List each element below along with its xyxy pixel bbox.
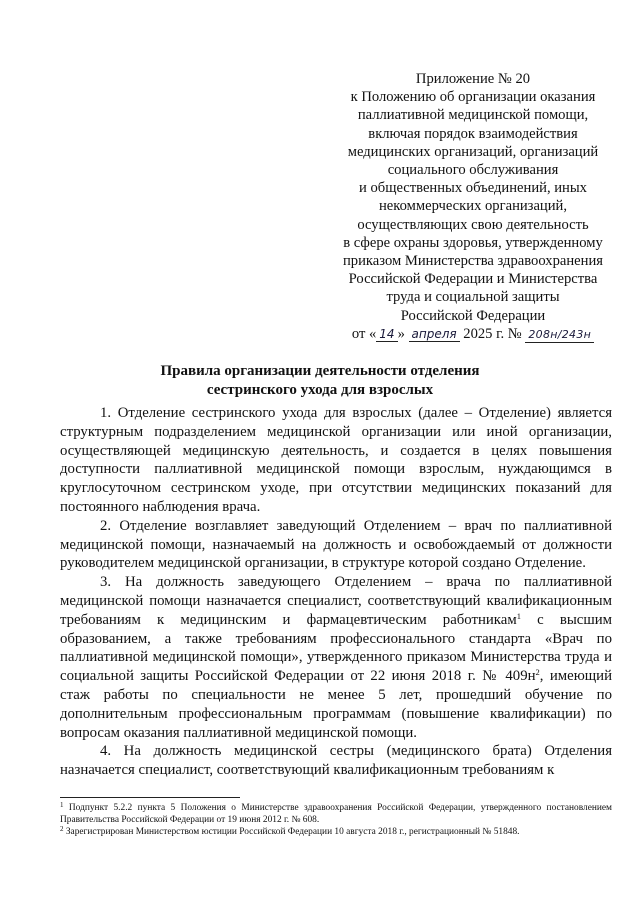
paragraph-3-part-b: с высшим образованием, а также требованиям профессионального стандарта «Врач по паллиативной медицинской помощи», утвержденного приказом Министерства труда и социальной защиты Российской Федерации от 22 июня 2018 г. № 409н	[60, 611, 613, 685]
footnotes	[60, 797, 612, 838]
appendix-line: паллиативной медицинской помощи,	[357, 107, 589, 124]
appendix-line: к Положению об организации оказания	[350, 89, 596, 106]
order-date-line	[318, 325, 628, 343]
appendix-line: труда и социальной защиты	[386, 289, 560, 306]
appendix-line: приказом Министерства здравоохранения	[343, 253, 603, 270]
paragraph-1: 1. Отделение сестринского ухода для взрослых (далее – Отделение) является структурным подразделением медицинской организации или иной организации, осуществляющей медицинскую деятельность, и создается в целях повышения доступности паллиативной медицинской помощи взрослым, нуждающимся в круглосуточном сестринском уходе, при отсутствии медицинских показаний для постоянного наблюдения врача.	[60, 405, 612, 515]
appendix-line: некоммерческих организаций,	[378, 198, 568, 215]
handwritten-month: апреля	[409, 327, 460, 342]
title-line: сестринского ухода для взрослых	[206, 381, 434, 398]
appendix-line: и общественных объединений, иных	[359, 180, 587, 197]
footnote-1-mark: 1	[60, 801, 64, 809]
footnote-divider	[60, 797, 240, 798]
appendix-header	[318, 70, 628, 343]
footnote-ref-1: 1	[516, 610, 521, 621]
footnote-1	[60, 802, 612, 826]
date-quote: »	[397, 325, 405, 342]
footnote-ref-2: 2	[535, 667, 540, 678]
paragraph-3-part-a: 3. На должность заведующего Отделением – врача по паллиативной медицинской помощи назначается специалист, соответствующий квалификационным требованиям к медицинским и фармацевтическим работникам	[60, 574, 612, 628]
appendix-line: в сфере охраны здоровья, утвержденному	[343, 234, 603, 251]
appendix-line: Приложение № 20	[415, 71, 531, 87]
title-line: Правила организации деятельности отделения	[160, 363, 480, 379]
paragraph-4: 4. На должность медицинской сестры (медицинского брата) Отделения назначается специалист, соответствующий квалификационным требованиям к	[60, 743, 612, 779]
footnote-1-text: Подпункт 5.2.2 пункта 5 Положения о Министерстве здравоохранения Российской Федерации, утвержденного постановлением Правительства Российской Федерации от 19 июня 2012 г. № 608.	[60, 803, 612, 825]
paragraph-3	[60, 573, 612, 742]
appendix-line: включая порядок взаимодействия	[368, 125, 578, 142]
paragraph-2: 2. Отделение возглавляет заведующий Отделением – врач по паллиативной медицинской помощи, назначаемый на должность и освобождаемый от должности руководителем медицинской организации, в структуре которой создано Отделение.	[60, 517, 612, 572]
appendix-line: Российской Федерации	[400, 307, 546, 324]
footnote-2-mark: 2	[60, 825, 64, 833]
footnote-2-text: Зарегистрирован Министерством юстиции Российской Федерации 10 августа 2018 г., регистрационный № 51848.	[63, 827, 520, 837]
document-title	[100, 362, 540, 399]
handwritten-day: 14	[376, 327, 397, 342]
appendix-line: социального обслуживания	[387, 162, 559, 179]
appendix-line: осуществляющих свою деятельность	[357, 216, 589, 233]
handwritten-order-number: 208н/243н	[525, 328, 594, 343]
appendix-line: медицинских организаций, организаций	[347, 143, 599, 160]
order-year: 2025 г. №	[463, 325, 522, 342]
footnote-2	[60, 826, 612, 838]
appendix-line: Российской Федерации и Министерства	[348, 271, 598, 288]
date-prefix: от «	[351, 325, 377, 342]
paragraph-3-part-c: , имеющий стаж работы по специальности не менее 5 лет, прошедший обучение по дополнительным профессиональным программам (повышение квалификации) по вопросам оказания паллиативной медицинской помощи.	[60, 668, 612, 741]
document-body	[60, 404, 612, 780]
